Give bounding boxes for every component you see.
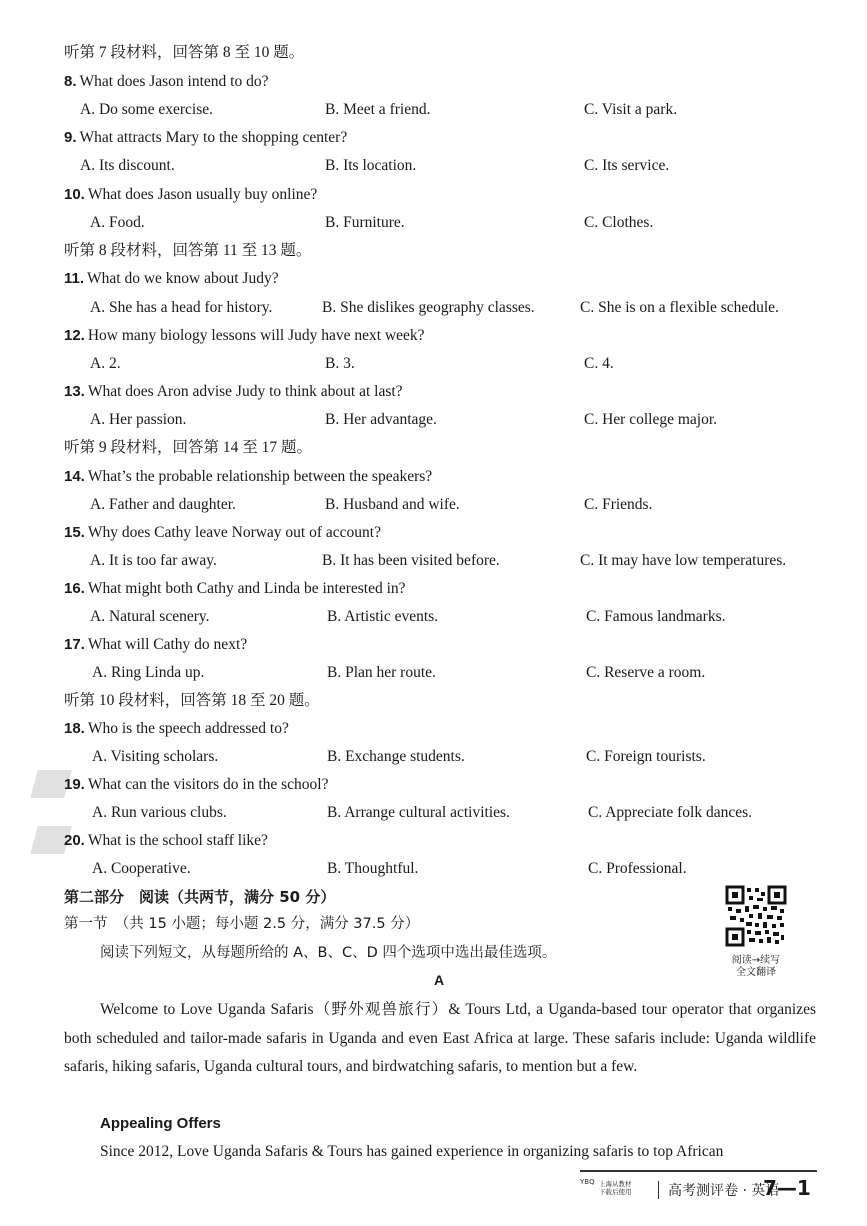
option-c: C. 4. [584, 355, 614, 372]
question-text: What do we know about Judy? [87, 270, 279, 287]
question-text: What is the school staff like? [87, 832, 268, 849]
question-number: 13. [64, 383, 85, 400]
qr-caption-line2: 全文翻译 [736, 967, 776, 978]
option-a: A. Visiting scholars. [92, 748, 219, 765]
question-text: What attracts Mary to the shopping center? [79, 129, 348, 146]
question-16 [64, 579, 406, 599]
footer-note-line2: 下载后使用 [599, 1188, 632, 1196]
qr-code-icon[interactable] [725, 885, 787, 947]
question-number: 9. [64, 129, 77, 146]
question-15 [64, 523, 381, 543]
option-b: B. Plan her route. [327, 664, 436, 681]
option-b: B. Meet a friend. [325, 101, 431, 118]
option-a: A. Cooperative. [92, 860, 191, 877]
option-c: C. Friends. [584, 496, 653, 513]
option-a: A. Its discount. [80, 157, 175, 174]
question-number: 10. [64, 186, 85, 203]
option-c: C. Professional. [588, 860, 687, 877]
instruction-text: 阅读下列短文，从每题所给的 A、B、C、D 四个选项中选出最佳选项。 [100, 945, 557, 961]
option-c: C. It may have low temperatures. [580, 552, 787, 569]
footer-title: 高考测评卷 · 英语 [668, 1183, 780, 1199]
footer-rule [580, 1170, 817, 1172]
section-heading-group10: 听第 10 段材料，回答第 18 至 20 题。 [64, 692, 320, 709]
option-a: A. Do some exercise. [80, 101, 213, 118]
section-heading-group7: 听第 7 段材料，回答第 8 至 10 题。 [64, 44, 305, 61]
qr-caption [716, 955, 796, 979]
option-c: C. Appreciate folk dances. [588, 804, 752, 821]
option-a: A. It is too far away. [90, 552, 217, 569]
question-10 [64, 185, 317, 205]
option-b: B. She dislikes geography classes. [322, 299, 535, 316]
option-a: A. Food. [90, 214, 145, 231]
question-19 [64, 775, 328, 795]
question-number: 16. [64, 580, 85, 597]
question-13 [64, 382, 403, 402]
publisher-logo-icon: YBQ [580, 1178, 595, 1186]
option-a: A. Father and daughter. [90, 496, 236, 513]
paragraph-text: Welcome to Love Uganda Safaris（野外观兽旅行）& Tours Ltd, a Uganda-based tour operator that organizes both scheduled and tailor-made safaris in Uganda and even East Africa at large. These safaris include: Uganda wildlife safaris, hiking safaris, Uganda cultural tours, and birdwatching safaris, to mention but a few. [64, 1001, 816, 1075]
question-8 [64, 72, 269, 92]
question-17 [64, 635, 247, 655]
option-b: B. Furniture. [325, 214, 405, 231]
option-c: C. Foreign tourists. [586, 748, 706, 765]
question-number: 12. [64, 327, 85, 344]
question-text: What can the visitors do in the school? [87, 776, 329, 793]
footer-separator [658, 1181, 659, 1199]
option-a: A. Run various clubs. [92, 804, 227, 821]
option-b: B. 3. [325, 355, 355, 372]
option-a: A. 2. [90, 355, 121, 372]
option-c: C. Reserve a room. [586, 664, 706, 681]
option-b: B. Thoughtful. [327, 860, 419, 877]
qr-caption-line1: 阅读→续写 [731, 955, 781, 966]
option-b: B. Artistic events. [327, 608, 439, 625]
subheading: Appealing Offers [100, 1115, 221, 1132]
question-20 [64, 831, 268, 851]
question-text: How many biology lessons will Judy have next week? [87, 327, 425, 344]
option-b: B. Her advantage. [325, 411, 437, 428]
question-number: 17. [64, 636, 85, 653]
passage-label: A [434, 972, 445, 988]
option-c: C. Clothes. [584, 214, 654, 231]
option-b: B. Arrange cultural activities. [327, 804, 510, 821]
question-number: 8. [64, 73, 77, 90]
question-text: Why does Cathy leave Norway out of account? [87, 524, 381, 541]
footer-note-line1: 上海从教材 [599, 1180, 632, 1188]
question-12 [64, 326, 425, 346]
option-a: A. She has a head for history. [90, 299, 273, 316]
question-number: 11. [64, 270, 85, 287]
question-9 [64, 128, 347, 148]
section-heading-group8: 听第 8 段材料，回答第 11 至 13 题。 [64, 242, 312, 259]
question-14 [64, 467, 432, 487]
section-title: 第一节 （共 15 小题；每小题 2.5 分，满分 37.5 分） [64, 916, 420, 932]
question-number: 20. [64, 832, 85, 849]
option-c: C. Its service. [584, 157, 670, 174]
question-number: 15. [64, 524, 85, 541]
question-text: What does Aron advise Judy to think about at last? [87, 383, 403, 400]
question-text: What does Jason usually buy online? [87, 186, 318, 203]
option-a: A. Natural scenery. [90, 608, 210, 625]
option-b: B. Its location. [325, 157, 417, 174]
footer-publisher-note [599, 1180, 632, 1196]
question-text: Who is the speech addressed to? [87, 720, 289, 737]
option-a: A. Ring Linda up. [92, 664, 205, 681]
question-number: 19. [64, 776, 85, 793]
passage-paragraph-1 [64, 996, 816, 1082]
question-11 [64, 269, 279, 289]
question-text: What does Jason intend to do? [79, 73, 269, 90]
page-number: 7—1 [763, 1176, 811, 1200]
option-b: B. Exchange students. [327, 748, 465, 765]
passage-paragraph-2 [64, 1138, 816, 1167]
paragraph-text: Since 2012, Love Uganda Safaris & Tours has gained experience in organizing safaris to top African [100, 1143, 724, 1160]
question-18 [64, 719, 289, 739]
part-title: 第二部分 阅读（共两节，满分 50 分） [64, 888, 336, 906]
option-c: C. Her college major. [584, 411, 717, 428]
question-number: 18. [64, 720, 85, 737]
question-text: What will Cathy do next? [87, 636, 248, 653]
option-c: C. Famous landmarks. [586, 608, 726, 625]
section-heading-group9: 听第 9 段材料，回答第 14 至 17 题。 [64, 439, 313, 456]
question-number: 14. [64, 468, 85, 485]
option-c: C. Visit a park. [584, 101, 678, 118]
option-a: A. Her passion. [90, 411, 187, 428]
option-b: B. Husband and wife. [325, 496, 460, 513]
option-b: B. It has been visited before. [322, 552, 500, 569]
option-c: C. She is on a flexible schedule. [580, 299, 779, 316]
question-text: What might both Cathy and Linda be interested in? [87, 580, 406, 597]
question-text: What’s the probable relationship between the speakers? [87, 468, 433, 485]
